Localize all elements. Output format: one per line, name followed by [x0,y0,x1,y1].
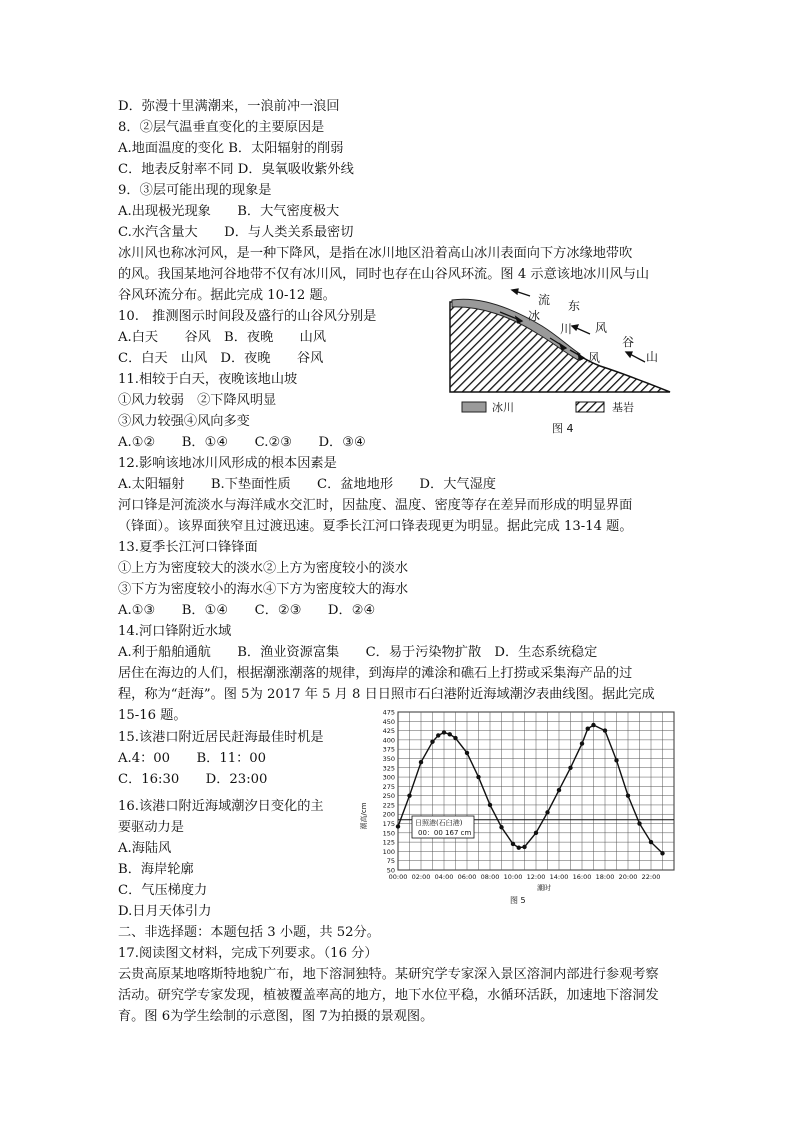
x-tick-label: 02:00 [411,873,431,881]
text-line: 二、非选择题：本题包括 3 小题，共 52分。 [118,925,380,940]
text-line: B．海岸轮廓 [118,862,194,877]
legend-glacier-label: 冰川 [492,401,514,414]
text-line: A.出现极光现象 B．大气密度极大 [118,204,340,219]
y-tick-label: 375 [382,745,395,754]
tide-point [465,751,469,755]
text-line: C．白天 山风 D．夜晚 谷风 [118,351,324,366]
text-line: 要驱动力是 [118,820,184,835]
text-line: ③下方为密度较小的海水④下方为密度较大的海水 [118,582,409,597]
tide-point [626,793,630,797]
text-line: 14.河口锋附近水域 [118,624,232,639]
text-line: 冰川风也称冰河风，是一种下降风，是指在冰川地区沿着高山冰川表面向下方冰缘地带吹 [118,246,633,261]
text-line: 16.该港口附近海域潮汐日变化的主 [118,799,324,814]
y-tick-label: 275 [382,782,395,791]
x-tick-label: 06:00 [457,873,477,881]
text-line: C．16:30 D．23:00 [118,772,268,787]
x-tick-label: 18:00 [595,873,615,881]
text-line: 河口锋是河流淡水与海洋咸水交汇时，因盐度、温度、密度等存在差异而形成的明显界面 [118,498,633,513]
tide-point [407,793,411,797]
text-line: 10. 推测图示时间段及盛行的山谷风分别是 [118,309,377,324]
tide-point [511,842,515,846]
y-tick-label: 150 [382,829,395,838]
x-tick-label: 20:00 [618,873,638,881]
tide-point [442,730,446,734]
text-line: 云贵高原某地喀斯特地貌广布，地下溶洞独特。某研究学专家深入景区溶洞内部进行参观考察 [118,967,659,982]
y-tick-label: 400 [382,736,395,745]
y-tick-label: 100 [382,847,395,856]
tide-point [614,758,618,762]
tide-point [448,732,452,736]
y-tick-label: 475 [382,708,395,717]
y-tick-label: 300 [382,773,395,782]
text-line: 17.阅读图文材料，完成下列要求。（16 分） [118,946,378,961]
tide-point [580,741,584,745]
figure-5-caption: 图 5 [510,896,526,905]
tide-point [591,723,595,727]
text-line: 8．②层气温垂直变化的主要原因是 [118,120,325,135]
y-tick-label: 425 [382,727,395,736]
text-line: A.海陆风 [118,841,172,856]
text-line: A.白天 谷风 B．夜晚 山风 [118,330,327,345]
label-valley-2: 东 [568,299,581,313]
x-tick-label: 00:00 [388,873,408,881]
tide-point [586,727,590,731]
text-line: ③风力较强④风向多变 [118,414,250,429]
x-tick-label: 10:00 [503,873,523,881]
text-line: （锋面）。该界面狭窄且过渡迅速。夏季长江河口锋表现更为明显。据此完成 13-14 题。 [118,519,633,534]
text-line: 11.相较于白天，夜晚该地山坡 [118,372,298,387]
text-line: 13.夏季长江河口锋锋面 [118,540,258,555]
text-line: 育。图 6为学生绘制的示意图，图 7为拍摄的景观图。 [118,1009,434,1024]
x-axis-ticks [389,873,661,881]
text-line: A.①② B．①④ C.②③ D．③④ [118,435,366,450]
figure-5 [354,704,684,908]
text-line: C.水汽含量大 D．与人类关系最密切 [118,225,354,240]
tide-point [534,831,538,835]
text-line: C．地表反射率不同 D．臭氧吸收紫外线 [118,162,354,177]
tide-point [499,825,503,829]
tide-point [603,728,607,732]
y-tick-label: 75 [386,857,395,866]
tide-point [476,775,480,779]
tide-point [430,740,434,744]
label-valley-4: 谷 [622,335,635,349]
text-line: ①风力较弱 ②下降风明显 [118,393,277,408]
tide-point [396,824,400,828]
tide-point [517,845,521,849]
tide-point [419,760,423,764]
text-line: A.太阳辐射 B.下垫面性质 C．盆地地形 D．大气湿度 [118,477,496,492]
y-tick-label: 450 [382,717,395,726]
y-tick-label: 125 [382,838,395,847]
text-line: A.地面温度的变化 B．太阳辐射的削弱 [118,141,344,156]
y-tick-label: 325 [382,764,395,773]
text-line: D.日月天体引力 [118,904,212,919]
x-tick-label: 16:00 [572,873,592,881]
label-valley-1: 流 [538,293,551,307]
text-line: A.利于船舶通航 B．渔业资源富集 C．易于污染物扩散 D．生态系统稳定 [118,645,598,660]
text-line: 程，称为“赶海”。图 5为 2017 年 5 月 8 日日照市石臼港附近海域潮汐表曲线图。据此完成 [118,687,655,702]
label-valley-5: 山 [646,350,659,364]
tide-point [660,851,664,855]
x-tick-label: 12:00 [526,873,546,881]
text-line: 谷风环流分布。据此完成 10-12 题。 [118,288,336,303]
x-axis-label: 潮时 [537,884,551,892]
text-line: C．气压梯度力 [118,883,208,898]
y-axis-ticks [383,709,395,875]
x-tick-label: 04:00 [434,873,454,881]
x-tick-label: 14:00 [549,873,569,881]
y-tick-label: 200 [382,810,395,819]
text-line: 居住在海边的人们，根据潮涨潮落的规律，到海岸的滩涂和礁石上打捞或采集海产品的过 [118,666,633,681]
y-tick-label: 175 [382,820,395,829]
text-line: 15-16 题。 [118,708,187,723]
tide-point [453,736,457,740]
x-tick-label: 08:00 [480,873,500,881]
tide-point [568,766,572,770]
legend-glacier-swatch [462,402,486,412]
y-tick-label: 225 [382,801,395,810]
label-glacier-1: 冰 [528,309,541,323]
figure-4 [440,286,680,438]
annotation-line-1: 日照港(石臼港) [415,819,463,827]
y-tick-label: 350 [382,754,395,763]
tide-point [522,845,526,849]
label-glacier-wind: 风 [588,351,601,365]
tide-point [436,733,440,737]
legend-bedrock-label: 基岩 [612,401,634,414]
text-line: 活动。研究学专家发现，植被覆盖率高的地方，地下水位平稳，水循环活跃，加速地下溶洞发 [118,988,659,1003]
label-glacier-2: 川 [560,322,573,336]
text-line: ①上方为密度较大的淡水②上方为密度较小的淡水 [118,561,409,576]
tide-point [637,821,641,825]
tide-point [488,803,492,807]
text-line: D．弥漫十里满潮来，一浪前冲一浪回 [118,99,340,114]
annotation-line-2: 00：00 167 cm [418,829,472,837]
tide-point [649,840,653,844]
y-tick-label: 50 [386,866,395,875]
legend-bedrock-swatch [576,402,604,412]
text-line: 9．③层可能出现的现象是 [118,183,272,198]
text-line: 的风。我国某地河谷地带不仅有冰川风，同时也存在山谷风环流。图 4 示意该地冰川风与山 [118,267,650,282]
tide-point [545,810,549,814]
label-valley-3: 风 [595,321,608,335]
tide-point [557,788,561,792]
text-line: 15.该港口附近居民赶海最佳时机是 [118,730,324,745]
figure-4-caption: 图 4 [552,422,574,435]
text-line: A.4：00 B．11：00 [118,751,267,766]
x-tick-label: 22:00 [641,873,661,881]
text-line: A.①③ B．①④ C．②③ D．②④ [118,603,376,618]
text-line: 12.影响该地冰川风形成的根本因素是 [118,456,337,471]
y-tick-label: 250 [382,792,395,801]
y-axis-label: 潮高/cm [360,802,368,830]
